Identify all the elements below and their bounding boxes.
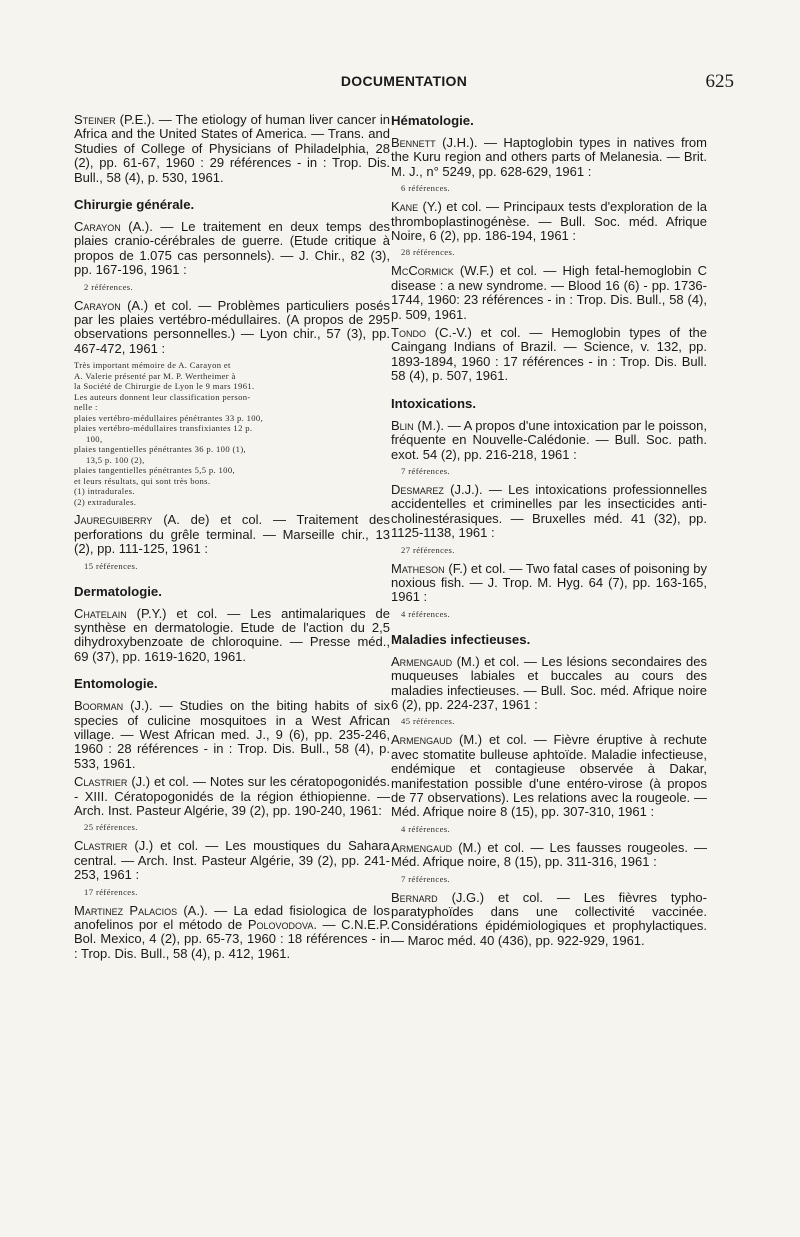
bibliography-entry bbox=[391, 419, 707, 462]
note-line: 100, bbox=[86, 433, 103, 444]
entry-text: et col. — Les antimalariques de synthèse en dermatologie. Etude de l'action du 2,5 dihydroxybenzoate de chloroquine. — Presse méd., 69 (37), pp. 1619-1620, 1961. bbox=[74, 605, 390, 664]
entry-author: Chatelain (P.Y.) bbox=[74, 605, 167, 621]
entry-text: et col. — Two fatal cases of poisoning by noxious fish. — J. Trop. M. Hyg. 64 (7), pp. 163-165, 1961 : bbox=[391, 560, 707, 605]
reference-count: 15 références. bbox=[84, 560, 138, 571]
page-number: 625 bbox=[705, 71, 734, 92]
entry-author: Carayon (A.) bbox=[74, 297, 149, 313]
bibliography-entry bbox=[391, 733, 707, 819]
entry-author: Jaureguiberry bbox=[74, 512, 153, 528]
entry-author: Martinez Palacios (A.). bbox=[74, 902, 208, 918]
entry-text: (A. de) et col. — Traitement des perforations du grêle terminal. — Marseille chir., 13 (2), pp. 111-125, 1961 : bbox=[74, 512, 390, 557]
note-line: plaies tangentielles pénétrantes 36 p. 100 (1), bbox=[74, 444, 247, 455]
entry-author: Clastrier (J.) bbox=[74, 774, 151, 790]
bibliography-entry bbox=[391, 200, 707, 243]
section-title: Maladies infectieuses. bbox=[391, 631, 531, 647]
entry-text: — C.N.E.P. Bol. Mexico, 4 (2), pp. 65-73, 1960 : 18 références - in : Trop. Dis. Bull., 58 (4), p. 412, 1961. bbox=[74, 917, 390, 961]
section-title: Chirurgie générale. bbox=[74, 197, 195, 213]
reference-count: 7 références. bbox=[401, 873, 451, 884]
bibliography-entry bbox=[391, 483, 707, 541]
bibliography-entry bbox=[74, 299, 390, 357]
entry-author: Desmarez (J.J.). bbox=[391, 481, 483, 497]
entry-text: et col. — Problèmes particuliers posés par les plaies vertébro-médullaires. (A propos de 295 observations personnelles.) — Lyon chir., 57 (3), pp. 467-472, 1961 : bbox=[74, 297, 391, 356]
reference-count: 6 références. bbox=[401, 183, 451, 194]
running-title: DOCUMENTATION bbox=[340, 73, 468, 89]
note-line: A. Valerie présenté par M. P. Wertheimer à bbox=[74, 370, 236, 381]
note-line: (1) intradurales. bbox=[74, 486, 135, 497]
entry-author: Kane (Y.) bbox=[391, 199, 442, 215]
entry-text: et col. — Fièvre éruptive à rechute avec stomatite bulleuse aphtoïde. Maladie infectieuse, endémique et contagieuse observée à Dakar, manifestation possible d'une entéro-virose (à propos de 77 observations). Les relations avec la rougeole. — Méd. Afrique noire 8 (15), pp. 307-310, 1961 : bbox=[391, 732, 707, 820]
entry-author: Blin (M.). bbox=[391, 417, 445, 433]
entry-text: et col. — Hemoglobin types of the Caingang Indians of Brazil. — Science, v. 132, pp. 1893-1894, 1960 : 17 références - in : Trop. Dis. Bull. 58 (4), p. 507, 1961. bbox=[391, 325, 707, 384]
reference-count: 27 références. bbox=[401, 544, 455, 555]
entry-note bbox=[74, 360, 390, 507]
entry-author: Armengaud (M.) bbox=[391, 653, 480, 669]
section-title: Intoxications. bbox=[391, 395, 476, 411]
entry-text: — Le traitement en deux temps des plaies cranio-cérébrales de guerre. (Etude critique à propos de 1.075 cas personnels). — J. Chir., 82 (3), pp. 167-196, 1961 : bbox=[74, 219, 390, 278]
bibliography-entry bbox=[391, 136, 707, 179]
entry-text: — A propos d'une intoxication par le poisson, fréquente en Nouvelle-Calédonie. — Bull. Soc. path. exot. 54 (2), pp. 216-218, 1961 : bbox=[391, 417, 707, 462]
entry-text: et col. — Les fièvres typho-paratyphoïdes dans une collectivité vaccinée. Considérations épidémiologiques et prophylactiques. — Maroc méd. 40 (436), pp. 922-929, 1961. bbox=[391, 889, 707, 948]
entry-author: Clastrier (J.) bbox=[74, 838, 154, 854]
bibliography-entry bbox=[74, 904, 390, 962]
note-line: plaies tangentielles pénétrantes 5,5 p. 100, bbox=[74, 465, 235, 476]
entry-author: Tondo (C.-V.) bbox=[391, 325, 472, 341]
note-line: Les auteurs donnent leur classification person- bbox=[74, 391, 251, 402]
left-column bbox=[74, 113, 390, 965]
note-line: 13,5 p. 100 (2), bbox=[86, 454, 145, 465]
reference-count: 2 références. bbox=[84, 281, 134, 292]
entry-author: Boorman (J.). bbox=[74, 698, 153, 714]
bibliography-entry bbox=[74, 699, 390, 771]
note-line: et leurs résultats, qui sont très bons. bbox=[74, 475, 211, 486]
entry-author: Bernard (J.G.) bbox=[391, 889, 485, 905]
note-line: (2) extradurales. bbox=[74, 496, 137, 507]
entry-text: et col. — Les fausses rougeoles. — Méd. Afrique noire, 8 (15), pp. 311-316, 1961 : bbox=[391, 839, 707, 870]
bibliography-entry bbox=[391, 841, 707, 870]
page-header bbox=[74, 73, 734, 95]
bibliography-entry bbox=[391, 326, 707, 384]
bibliography-entry bbox=[391, 655, 707, 713]
entry-author: Polovodova. bbox=[247, 917, 317, 932]
entry-text: et col. — Les moustiques du Sahara central. — Arch. Inst. Pasteur Algérie, 39 (2), pp. 241-253, 1961 : bbox=[74, 838, 391, 883]
entry-text: et col. — Notes sur les cératopogonidés. - XIII. Cératopogonidés de la région éthiopienne. — Arch. Inst. Pasteur Algérie, 39 (2), pp. 190-240, 1961: bbox=[74, 774, 390, 818]
bibliography-entry bbox=[74, 775, 390, 818]
entry-author: Armengaud (M.) bbox=[391, 732, 483, 748]
section-title: Dermatologie. bbox=[74, 583, 162, 599]
note-line: la Société de Chirurgie de Lyon le 9 mars 1961. bbox=[74, 381, 255, 392]
reference-count: 45 références. bbox=[401, 716, 455, 727]
entry-text: et col. — High fetal-hemoglobin C disease : a new syndrome. — Blood 16 (6) - pp. 1736-1744, 1960: 23 références - in : Trop. Dis. Bull., 58 (4), p. 509, 1961. bbox=[391, 263, 707, 322]
entry-author: Armengaud (M.) bbox=[391, 839, 482, 855]
right-column bbox=[391, 113, 707, 952]
bibliography-entry bbox=[74, 607, 390, 665]
entry-text: — Studies on the biting habits of six species of culicine mosquitoes in a West African village. — West African med. J., 9 (6), pp. 235-246, 1960 : 28 références - in : Trop. Dis. Bull., 58 (4), p. 533, 1961. bbox=[74, 698, 390, 771]
entry-text: — La edad fisiologica de los anofelinos por el método de bbox=[74, 902, 390, 932]
reference-count: 25 références. bbox=[84, 822, 138, 833]
reference-count: 4 références. bbox=[401, 823, 451, 834]
entry-text: — The etiology of human liver cancer in Africa and the United States of America. — Trans. and Studies of College of Physicians of Philadelphia, 28 (2), pp. 61-67, 1960 : 29 références - in : Trop. Dis. Bull., 58 (4), p. 530, 1961. bbox=[74, 112, 390, 185]
entry-text: et col. — Principaux tests d'exploration de la thromboplastinogénèse. — Bull. Soc. méd. Afrique Noire, 6 (2), pp. 186-194, 1961 : bbox=[391, 199, 707, 244]
note-line: plaies vertébro-médullaires pénétrantes 33 p. 100, bbox=[74, 412, 264, 423]
entry-text: — Haptoglobin types in natives from the Kuru region and others parts of Melanesia. — Brit. M. J., n° 5249, pp. 628-629, 1961 : bbox=[391, 135, 707, 179]
reference-count: 7 références. bbox=[401, 465, 451, 476]
entry-author: Matheson (F.) bbox=[391, 560, 468, 576]
section-title: Entomologie. bbox=[74, 676, 158, 692]
bibliography-entry bbox=[391, 264, 707, 322]
reference-count: 17 références. bbox=[84, 886, 138, 897]
entry-author: Steiner (P.E.). bbox=[74, 112, 155, 127]
bibliography-entry bbox=[74, 839, 390, 882]
entry-text: et col. — Les lésions secondaires des muqueuses labiales et buccales au cours des maladies infectieuses. — Bull. Soc. méd. Afrique noire 6 (2), pp. 224-237, 1961 : bbox=[391, 653, 707, 712]
reference-count: 4 références. bbox=[401, 608, 451, 619]
entry-author: Bennett (J.H.). bbox=[391, 135, 478, 150]
note-line: plaies vertébro-médullaires transfixiantes 12 p. bbox=[74, 423, 253, 434]
bibliography-entry bbox=[74, 513, 390, 556]
entry-text: — Les intoxications professionnelles accidentelles et criminelles par les insecticides anti-cholinestérasiques. — Bruxelles méd. 41 (32), pp. 1125-1138, 1961 : bbox=[391, 481, 707, 541]
bibliography-entry bbox=[391, 891, 707, 949]
bibliography-entry bbox=[391, 562, 707, 605]
bibliography-entry bbox=[74, 220, 390, 278]
bibliography-entry bbox=[74, 113, 390, 185]
entry-author: Carayon (A.). bbox=[74, 219, 153, 235]
section-title: Hématologie. bbox=[391, 113, 474, 128]
note-line: Très important mémoire de A. Carayon et bbox=[74, 360, 231, 371]
reference-count: 28 références. bbox=[401, 247, 455, 258]
note-line: nelle : bbox=[74, 402, 98, 413]
entry-author: McCormick (W.F.) bbox=[391, 263, 494, 279]
